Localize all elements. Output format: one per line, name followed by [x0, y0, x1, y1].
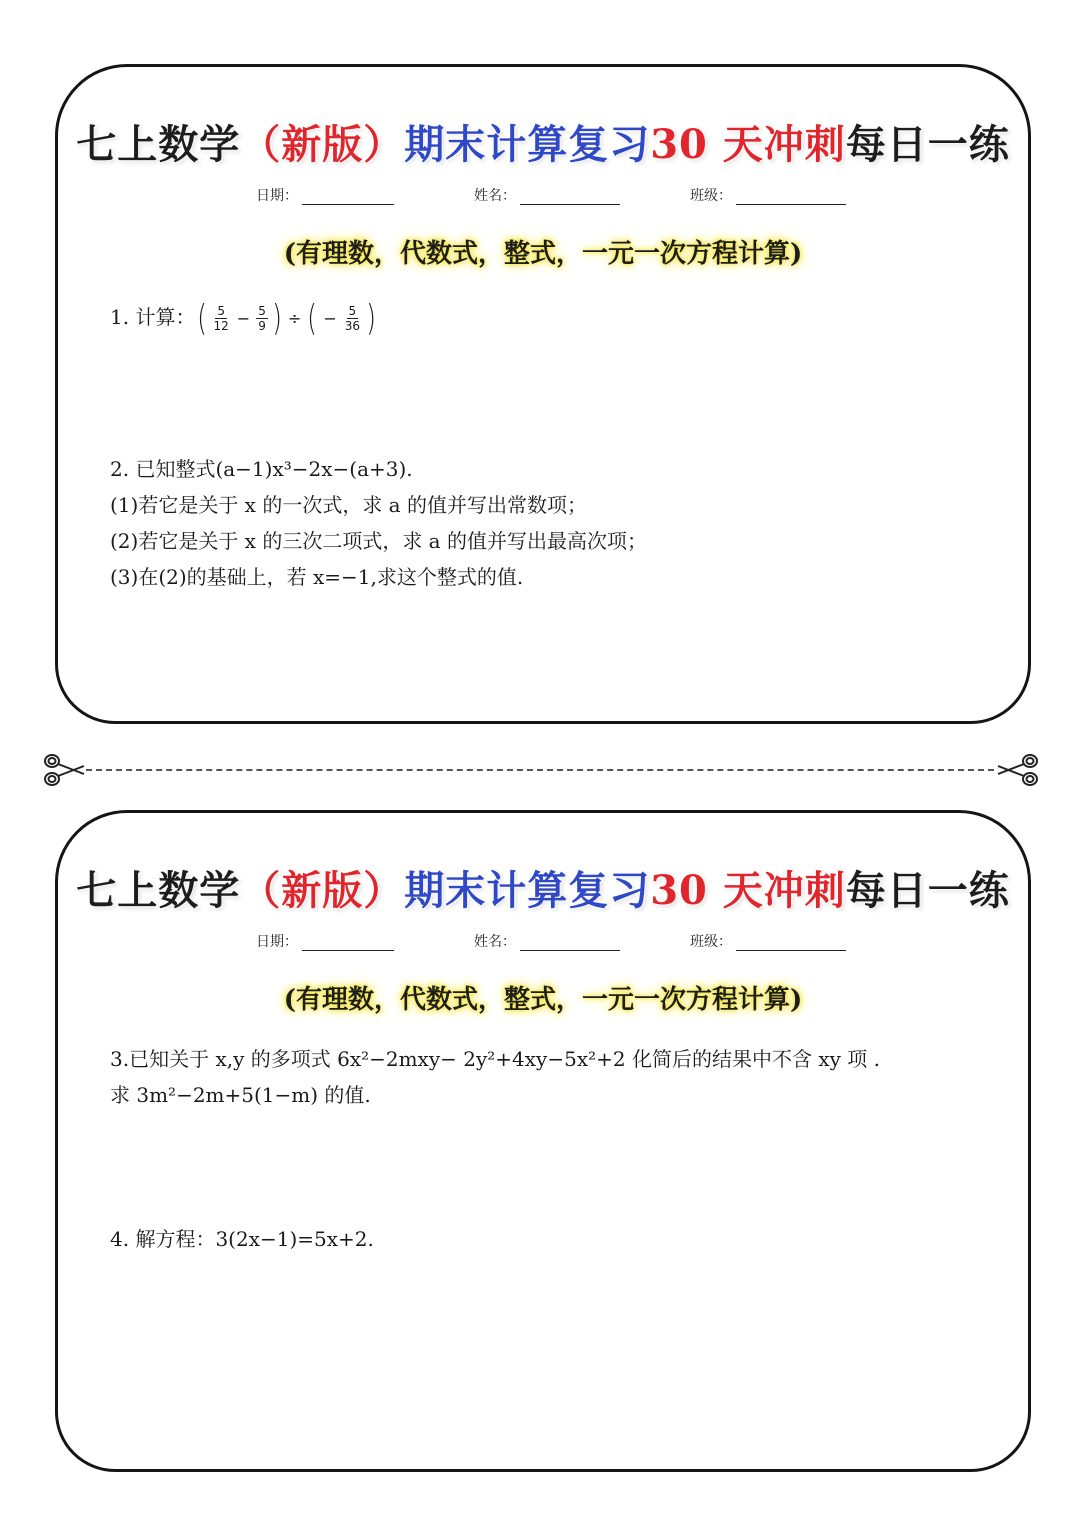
topic-subtitle: (有理数，代数式，整式，一元一次方程计算)	[283, 985, 803, 1015]
date-blank	[302, 934, 394, 951]
question-1: 1. 计算： ( $\frac{5}{12}$ − $\frac{5}{9}$ ) ÷ ( − $\frac{5}{36}$ )	[110, 299, 988, 337]
worksheet-card-2	[55, 810, 1031, 1472]
fraction: $\frac{5}{36}$	[344, 304, 361, 333]
name-field: 姓名：	[474, 185, 620, 205]
header-fields	[58, 931, 1028, 955]
name-field: 姓名：	[474, 931, 620, 951]
class-blank	[736, 934, 846, 951]
scissors-icon	[42, 752, 86, 788]
name-blank	[520, 934, 620, 951]
date-blank	[302, 188, 394, 205]
fraction: $\frac{5}{9}$	[258, 304, 266, 333]
dashed-cut-line	[86, 769, 994, 771]
date-field: 日期：	[256, 931, 394, 951]
question-4: 4. 解方程：3(2x−1)=5x+2.	[110, 1227, 374, 1251]
header-fields	[58, 185, 1028, 209]
fraction: $\frac{5}{12}$	[213, 304, 229, 333]
class-field: 班级：	[690, 185, 846, 205]
question-3: 3.已知关于 x,y 的多项式 6x²−2mxy− 2y²+4xy−5x²+2 化简后的结果中不含 xy 项 . 求 3m²−2m+5(1−m) 的值.	[110, 1047, 880, 1107]
cut-divider	[0, 750, 1080, 790]
question-2: 2. 已知整式(a−1)x³−2x−(a+3). (1)若它是关于 x 的一次式，求 a 的值并写出常数项； (2)若它是关于 x 的三次二项式，求 a 的值并写出最高次项； (3)在(2)的基础上，若 x=−1,求这个整式的值.	[110, 457, 647, 589]
worksheet-title: 七上数学（新版）期末计算复习30 天冲刺每日一练	[76, 121, 1010, 168]
topic-subtitle: (有理数，代数式，整式，一元一次方程计算)	[283, 239, 803, 269]
class-field: 班级：	[690, 931, 846, 951]
date-field: 日期：	[256, 185, 394, 205]
name-blank	[520, 188, 620, 205]
fraction-expression: ( $\frac{5}{12}$ − $\frac{5}{9}$ ) ÷ ( − $\frac{5}{36}$ )	[197, 297, 376, 339]
class-blank	[736, 188, 846, 205]
worksheet-title: 七上数学（新版）期末计算复习30 天冲刺每日一练	[76, 867, 1010, 914]
scissors-icon	[996, 752, 1040, 788]
worksheet-card-1	[55, 64, 1031, 724]
